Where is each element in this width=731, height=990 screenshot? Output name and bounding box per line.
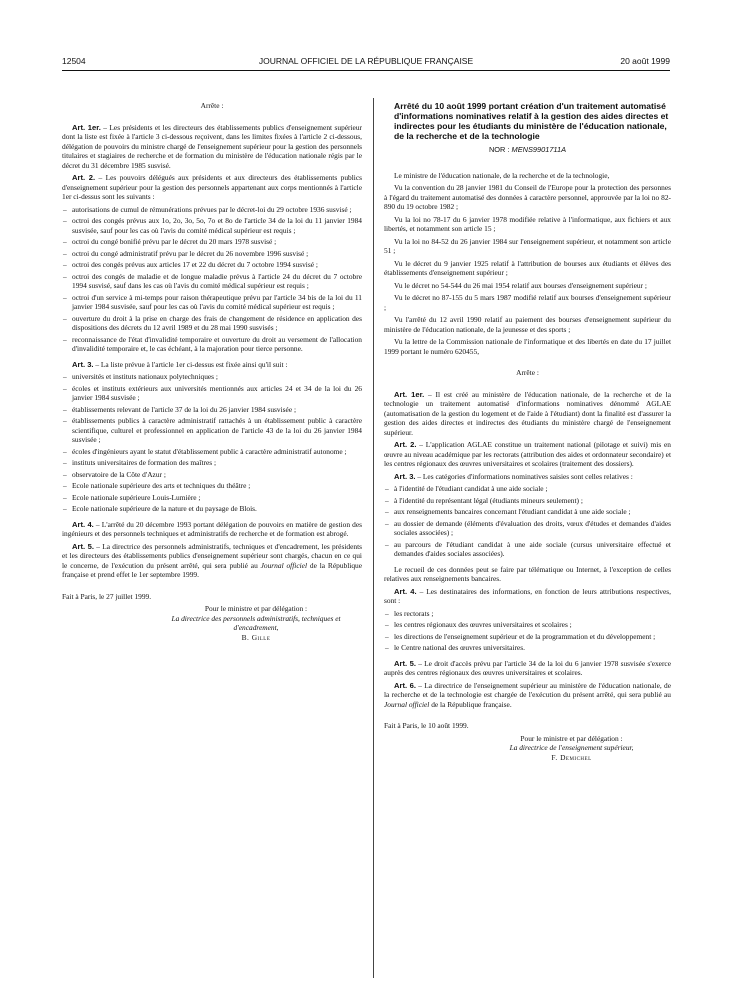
list-item: – les centres régionaux des œuvres universitaires et scolaires ; [384, 620, 671, 630]
visa: Vu le décret du 9 janvier 1925 relatif à l'attribution de bourses aux étudiants et élèves des établissements d'enseignement supérieur ; [384, 258, 671, 277]
article-label: Art. 5. [72, 541, 94, 551]
article-label: Art. 1er. [72, 122, 101, 132]
page-number: 12504 [62, 56, 86, 66]
list-item: – établissements relevant de l'article 37 de la loi du 26 janvier 1984 susvisée ; [62, 405, 362, 415]
article-text: – L'application AGLAE constitue un traitement national (pilotage et suivi) mis en œuvre au niveau académique par les rectorats (attribution des aides et ordonnateur secondaire) et les centres régionaux des œuvres universitaires et scolaires (traitement des dossiers). [384, 440, 671, 468]
decree-title: Arrêté du 10 août 1999 portant création d'un traitement automatisé d'informations nominatives relatif à la gestion des aides directes et indirectes pour les étudiants du ministère de l'éducation nationale, de la recherche et de la technologie [394, 101, 669, 141]
list-item: – ouverture du droit à la prise en charge des frais de changement de résidence en application des dispositions des décrets du 12 avril 1989 et du 28 mai 1990 susvisés ; [62, 314, 362, 333]
list-item: – les directions de l'enseignement supérieur et de la programmation et du développement ; [384, 632, 671, 642]
list-item: – au dossier de demande (éléments d'évaluation des droits, vœux d'études et demandes d'aides sociales associées) ; [384, 519, 671, 538]
article-label: Art. 6. [394, 680, 416, 690]
article-3-list [384, 484, 671, 559]
list-item: – autorisations de cumul de rémunérations prévues par le décret-loi du 29 octobre 1936 susvisé ; [62, 205, 362, 215]
list-item: – octroi d'un service à mi-temps pour raison thérapeutique prévu par l'article 34 bis de la loi du 11 janvier 1984 susvisée, sauf pour les cas où l'avis du comité médical supérieur est requis ; [62, 293, 362, 312]
signatory-title: La directrice de l'enseignement supérieur, [509, 743, 634, 752]
article-text: – Le droit d'accès prévu par l'article 34 de la loi du 6 janvier 1978 susvisée s'exerce auprès des centres régionaux des œuvres universitaires et scolaires. [384, 658, 671, 677]
visa: Vu la convention du 28 janvier 1981 du Conseil de l'Europe pour la protection des personnes à l'égard du traitement automatisé des données à caractère personnel, approuvée par la loi no 82-890 du 19 octobre 1982 ; [384, 183, 671, 211]
list-item: – universités et instituts nationaux polytechniques ; [62, 372, 362, 382]
article-2 [384, 440, 671, 469]
list-item: – écoles d'ingénieurs ayant le statut d'établissement public à caractère administratif autonome ; [62, 447, 362, 457]
article-text: – Les présidents et les directeurs des établissements publics d'enseignement supérieur dont la liste est fixée à l'article 3 ci-dessous reçoivent, dans les limites fixées à l'article 2 ci-dessous, délégation de pouvoirs du ministre chargé de l'enseignement supérieur pour la gestion des personnels titulaires et stagiaires de recherche et de formation du ministère de l'éducation nationale régis par le décret du 31 décembre 1985 susvisé. [62, 122, 362, 170]
right-column [384, 101, 671, 762]
list-item: – octroi des congés prévus aux articles 17 et 22 du décret du 7 octobre 1994 susvisé ; [62, 260, 362, 270]
article-label: Art. 1er. [394, 389, 425, 399]
list-item: – instituts universitaires de formation des maîtres ; [62, 458, 362, 468]
article-label: Art. 4. [72, 519, 94, 529]
nor-code: MENS9901711A [511, 145, 567, 154]
list-item: – les rectorats ; [384, 609, 671, 619]
article-text: – Il est créé au ministère de l'éducation nationale, de la recherche et de la technologie un traitement automatisé d'informations nominatives dénommé AGLAE (automatisation de la gestion du logement et de l'aide à l'étudiant) dont la finalité est d'assurer la gestion des aides directes et indirectes des étudiants du ministère chargé de l'enseignement supérieur. [384, 389, 672, 437]
signature-line: Pour le ministre et par délégation : [520, 733, 623, 743]
signatory-title: La directrice des personnels administratifs, techniques et d'encadrement, [171, 613, 341, 632]
signatory-name: F. Demichel [551, 752, 592, 762]
article-4-list [384, 609, 671, 653]
article-5 [384, 659, 671, 678]
article-1 [384, 390, 671, 438]
signature-date: Fait à Paris, le 10 août 1999. [384, 721, 469, 730]
article-text: – L'arrêté du 20 décembre 1993 portant délégation de pouvoirs en matière de gestion des ingénieurs et des personnels techniques et administratifs de recherche et de formation est abrogé. [62, 519, 362, 538]
article-2 [62, 173, 362, 202]
visa: Vu la loi no 84-52 du 26 janvier 1984 sur l'enseignement supérieur, et notamment son article 51 ; [384, 236, 671, 255]
article-text: de la République française et prend effet le 1er septembre 1999. [62, 560, 362, 579]
article-label: Art. 5. [394, 658, 416, 668]
article-6 [384, 681, 671, 710]
issue-date: 20 août 1999 [620, 56, 670, 66]
article-3 [62, 360, 362, 370]
arrete-heading: Arrête : [516, 368, 539, 377]
article-text: – La directrice de l'enseignement supérieur au ministère de l'éducation nationale, de la recherche et de la technologie est chargée de l'exécution du présent arrêté, qui sera publié au [384, 680, 671, 699]
list-item: – octroi du congé bonifié prévu par le décret du 20 mars 1978 susvisé ; [62, 237, 362, 247]
list-item: – octroi des congés de maladie et de longue maladie prévus à l'article 24 du décret du 7 octobre 1994 susvisé, sauf dans les cas où l'avis du comité médical supérieur est requis ; [62, 272, 362, 291]
article-text: – Les destinataires des informations, en fonction de leurs attributions respectives, sont : [384, 586, 672, 605]
header-rule [62, 70, 670, 71]
visa: Vu le décret no 54-544 du 26 mai 1954 relatif aux bourses d'enseignement supérieur ; [394, 280, 647, 290]
visa: Vu l'arrêté du 12 avril 1990 relatif au paiement des bourses d'enseignement supérieur du ministère de l'éducation nationale, de la jeunesse et des sports ; [384, 315, 671, 334]
article-label: Art. 3. [72, 359, 94, 369]
article-3-note: Le recueil de ces données peut se faire par télématique ou Internet, à l'exception de celles relatives aux renseignements bancaires. [384, 564, 671, 583]
article-4 [384, 587, 671, 606]
article-label: Art. 4. [394, 586, 417, 596]
list-item: – établissements publics à caractère administratif rattachés à un établissement public à caractère scientifique, culturel et professionnel en application de l'article 43 de la loi du 26 janvier 1984 susvisée ; [62, 416, 362, 445]
article-text: – La directrice des personnels administratifs, techniques et d'encadrement, les présidents et les directeurs des établissements publics d'enseignement supérieur sont chargés, chacun en ce qui le concerne, de l'exécution du présent arrêté, qui sera publié au [62, 541, 362, 570]
page-header [62, 56, 670, 68]
list-item: – le Centre national des œuvres universitaires. [384, 643, 671, 653]
list-item: – Ecole nationale supérieure de la nature et du paysage de Blois. [62, 504, 362, 514]
article-text: – Les catégories d'informations nominatives saisies sont celles relatives : [415, 471, 633, 481]
signature-block [150, 604, 362, 642]
article-3-list [62, 372, 362, 514]
signature-date: Fait à Paris, le 27 juillet 1999. [62, 591, 152, 601]
visa: Vu le décret no 87-155 du 5 mars 1987 modifié relatif aux bourses d'enseignement supérieur ; [384, 293, 671, 312]
article-4 [62, 520, 362, 539]
article-label: Art. 2. [394, 440, 417, 449]
column-divider [373, 98, 374, 978]
list-item: – octroi du congé administratif prévu par le décret du 26 novembre 1996 susvisé ; [62, 249, 362, 259]
list-item: – au parcours de l'étudiant candidat à une aide sociale (cursus universitaire effectué et demandes d'aides sociales associées). [384, 540, 671, 559]
article-text: – Les pouvoirs délégués aux présidents et aux directeurs des établissements publics d'enseignement supérieur pour la gestion des personnels appartenant aux corps mentionnés à l'article 1er ci-dessus sont les suivants : [62, 173, 362, 201]
visa: Vu la loi no 78-17 du 6 janvier 1978 modifiée relative à l'informatique, aux fichiers et aux libertés, et notamment son article 15 ; [384, 214, 671, 233]
article-1 [62, 123, 362, 171]
journal-name: Journal officiel [260, 560, 308, 570]
visa: Vu la lettre de la Commission nationale de l'informatique et des libertés en date du 17 juillet 1999 portant le numéro 620455, [384, 337, 671, 356]
list-item: – reconnaissance de l'état d'invalidité temporaire et ouverture du droit au versement de l'allocation d'invalidité temporaire et, le cas échéant, à la majoration pour tierce personne. [62, 335, 362, 354]
article-label: Art. 2. [72, 173, 96, 182]
arrete-heading: Arrête : [200, 101, 224, 110]
journal-name: Journal officiel [384, 699, 430, 709]
journal-title: JOURNAL OFFICIEL DE LA RÉPUBLIQUE FRANÇAISE [258, 56, 474, 66]
list-item: – octroi des congés prévus aux 1o, 2o, 3o, 5o, 7o et 8o de l'article 34 de la loi du 11 janvier 1984 susvisée, sauf pour les cas où l'avis du comité médical supérieur est requis ; [62, 216, 362, 235]
list-item: – aux renseignements bancaires concernant l'étudiant candidat à une aide sociale ; [384, 507, 671, 517]
left-column [62, 101, 362, 642]
nor-reference [384, 145, 671, 155]
article-3 [384, 472, 671, 482]
list-item: – à l'identité de l'étudiant candidat à une aide sociale ; [384, 484, 671, 494]
article-text: de la République française. [429, 699, 512, 709]
article-label: Art. 3. [394, 471, 416, 481]
article-5 [62, 542, 362, 580]
nor-label: NOR : [488, 145, 512, 154]
list-item: – Ecole nationale supérieure Louis-Lumière ; [62, 493, 362, 503]
article-2-list [62, 205, 362, 354]
list-item: – observatoire de la Côte d'Azur ; [62, 470, 362, 480]
list-item: – Ecole nationale supérieure des arts et techniques du théâtre ; [62, 481, 362, 491]
article-text: – La liste prévue à l'article 1er ci-dessus est fixée ainsi qu'il suit : [93, 359, 288, 369]
signature-block [472, 734, 671, 763]
signatory-name: B. Gille [241, 632, 271, 642]
visa: Le ministre de l'éducation nationale, de la recherche et de la technologie, [394, 170, 610, 180]
list-item: – écoles et instituts extérieurs aux universités mentionnés aux articles 24 et 34 de la loi du 26 janvier 1984 susvisée ; [62, 384, 362, 403]
list-item: – à l'identité du représentant légal (étudiants mineurs seulement) ; [384, 496, 671, 506]
signature-line: Pour le ministre et par délégation : [204, 604, 308, 613]
